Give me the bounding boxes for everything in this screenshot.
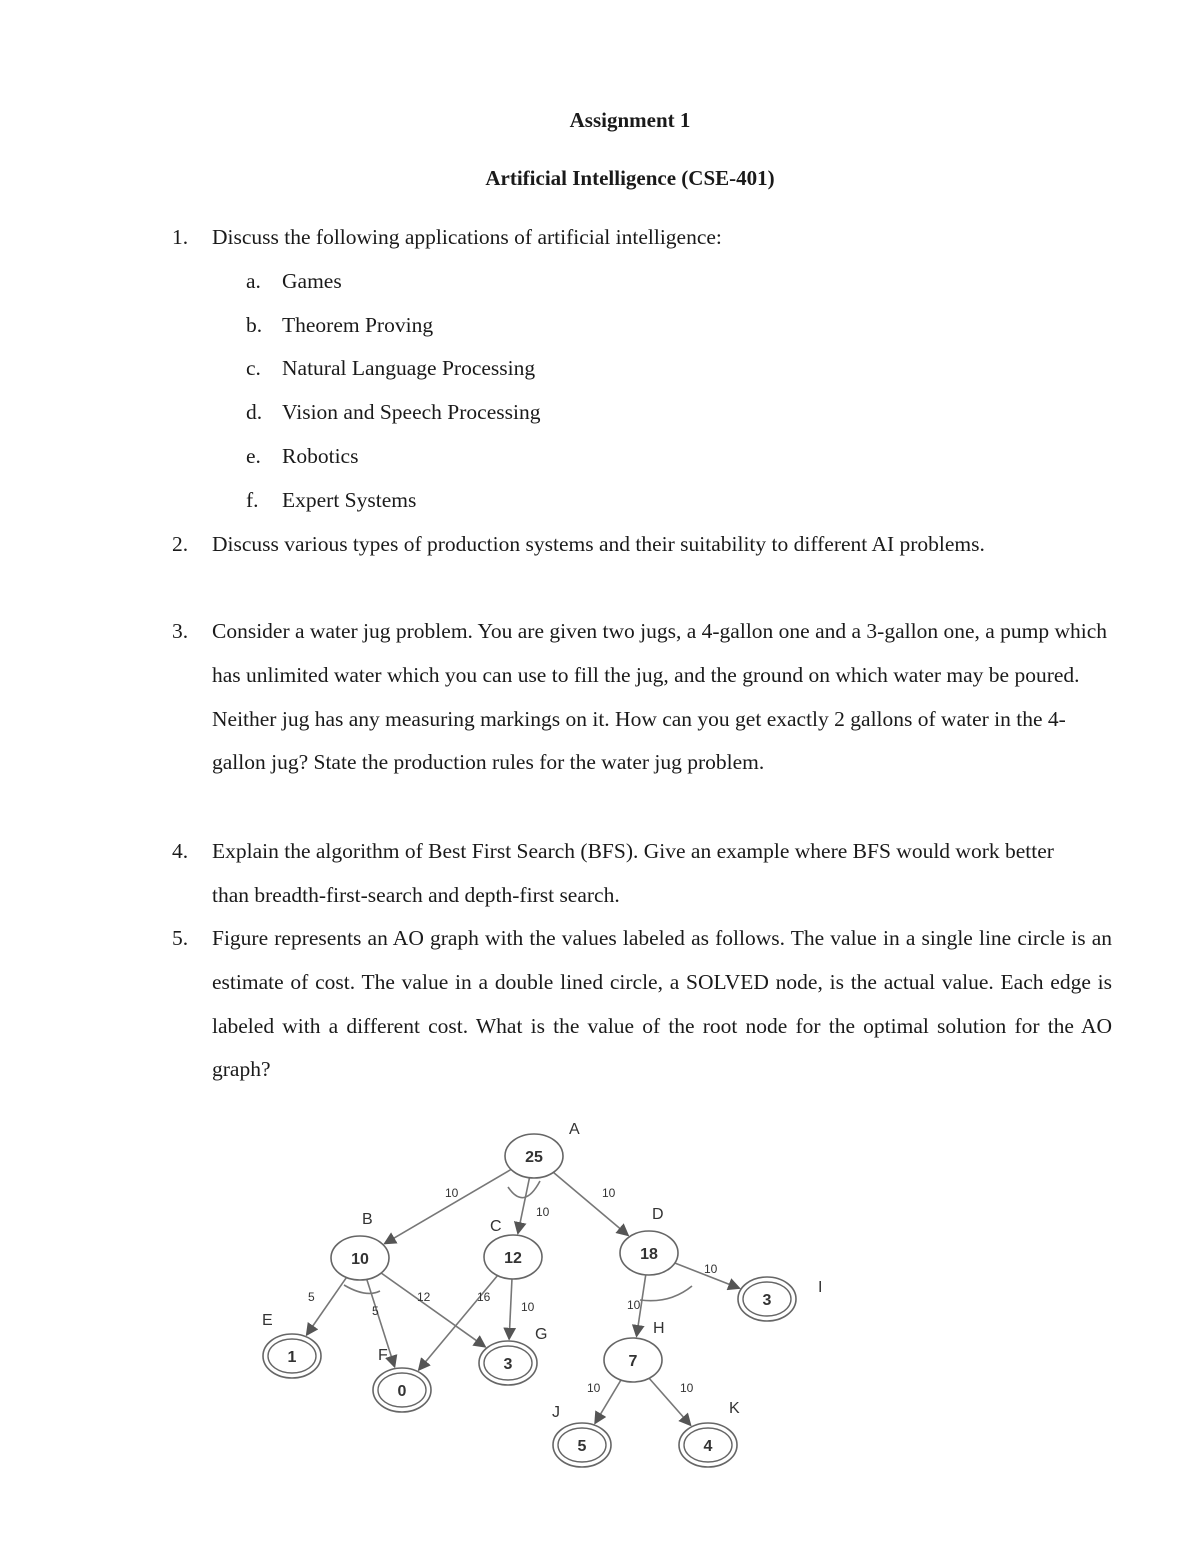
node-value: 0 <box>397 1383 407 1400</box>
question-number: 1. <box>172 225 189 249</box>
list-letter: f. <box>246 488 259 512</box>
assignment-title: Assignment 1 <box>569 108 691 132</box>
list-letter: a. <box>246 269 261 293</box>
edge-cost-label: 10 <box>536 1205 550 1219</box>
node-b <box>331 1211 389 1280</box>
node-value: 1 <box>287 1349 297 1366</box>
list-text: Natural Language Processing <box>282 356 536 380</box>
node-letter: F <box>378 1347 388 1364</box>
node-letter: B <box>362 1211 373 1228</box>
question-text: Discuss various types of production systems and their suitability to different AI problems. <box>212 532 985 556</box>
list-item-robotics <box>246 435 358 479</box>
node-letter: K <box>729 1400 740 1417</box>
node-value: 18 <box>640 1246 658 1263</box>
edge-c-g <box>509 1279 512 1339</box>
and-arc-d <box>640 1286 692 1301</box>
question-number: 3. <box>172 619 189 643</box>
edge-cost-label: 10 <box>680 1381 694 1395</box>
question-number: 2. <box>172 532 189 556</box>
node-letter: A <box>569 1121 580 1138</box>
question-number: 4. <box>172 839 189 863</box>
node-letter: J <box>552 1404 560 1421</box>
edge-cost-label: 5 <box>372 1304 379 1318</box>
list-text: Robotics <box>282 444 359 468</box>
question-4 <box>172 830 1092 918</box>
edge-cost-label: 10 <box>587 1381 601 1395</box>
edge-b-e <box>307 1277 347 1334</box>
edge-cost-label: 10 <box>445 1186 459 1200</box>
question-3 <box>172 610 1117 785</box>
edge-cost-label: 16 <box>477 1290 491 1304</box>
edge-cost-label: 10 <box>521 1300 535 1314</box>
edge-cost-label: 10 <box>704 1262 718 1276</box>
node-j <box>552 1404 611 1467</box>
node-e <box>262 1312 321 1378</box>
edge-cost-label: 5 <box>308 1290 315 1304</box>
node-letter: C <box>490 1218 502 1235</box>
list-item-theorem-proving <box>246 304 433 348</box>
edge-cost-label: 10 <box>627 1298 641 1312</box>
edge-cost-label: 12 <box>417 1290 431 1304</box>
question-text: Consider a water jug problem. You are given two jugs, a 4-gallon one and a 3-gallon one, a pump which has unlimited water which you can use to fill the jug, and the ground on which water may be poured. Neither jug has any measuring markings on it. How can you get exactly 2 gallons of water in the 4-gallon jug? State the production rules for the water jug problem. <box>212 619 1108 775</box>
node-k <box>679 1400 740 1467</box>
question-5 <box>172 917 1112 1092</box>
list-text: Games <box>282 269 342 293</box>
question-number: 5. <box>172 926 189 950</box>
list-item-vision-speech <box>246 391 540 435</box>
ao-graph-figure <box>240 1115 940 1495</box>
node-letter: D <box>652 1206 664 1223</box>
node-value: 10 <box>351 1251 369 1268</box>
list-letter: d. <box>246 400 263 424</box>
edge-cost-label: 10 <box>602 1186 616 1200</box>
list-text: Vision and Speech Processing <box>282 400 541 424</box>
node-value: 3 <box>762 1292 772 1309</box>
node-value: 5 <box>577 1438 587 1455</box>
edge-a-d <box>553 1172 628 1235</box>
question-2 <box>172 523 1052 567</box>
node-letter: I <box>818 1279 823 1296</box>
node-value: 4 <box>703 1438 713 1455</box>
node-c <box>484 1218 542 1279</box>
node-letter: H <box>653 1320 665 1337</box>
node-f <box>373 1347 431 1412</box>
list-item-games <box>246 260 342 304</box>
node-letter: E <box>262 1312 273 1329</box>
node-letter: G <box>535 1326 548 1343</box>
list-item-nlp <box>246 347 535 391</box>
question-text: Discuss the following applications of artificial intelligence: <box>212 225 722 249</box>
node-value: 25 <box>525 1149 543 1166</box>
node-d <box>620 1206 678 1275</box>
node-value: 3 <box>503 1356 513 1373</box>
and-arc-b <box>344 1285 380 1293</box>
node-i <box>738 1277 822 1321</box>
question-text: Figure represents an AO graph with the values labeled as follows. The value in a single line circle is an estimate of cost. The value in a double lined circle, a SOLVED node, is the actual value. Each edge is labeled with a different cost. What is the value of the root node for the optimal solution for the AO graph? <box>212 926 1112 1082</box>
list-item-expert-systems <box>246 479 416 523</box>
list-text: Theorem Proving <box>282 313 434 337</box>
node-value: 7 <box>628 1353 638 1370</box>
list-letter: e. <box>246 444 261 468</box>
list-text: Expert Systems <box>282 488 417 512</box>
node-g <box>479 1326 547 1385</box>
node-h <box>604 1320 665 1382</box>
list-letter: b. <box>246 313 263 337</box>
and-arc-a <box>508 1181 540 1198</box>
node-value: 12 <box>504 1250 522 1267</box>
question-1 <box>172 216 1112 260</box>
node-a <box>505 1121 580 1178</box>
edge-a-c <box>518 1178 530 1234</box>
question-text: Explain the algorithm of Best First Search (BFS). Give an example where BFS would work better than breadth-first-search and depth-first search. <box>212 839 1054 907</box>
course-title: Artificial Intelligence (CSE-401) <box>485 166 775 190</box>
list-letter: c. <box>246 356 261 380</box>
